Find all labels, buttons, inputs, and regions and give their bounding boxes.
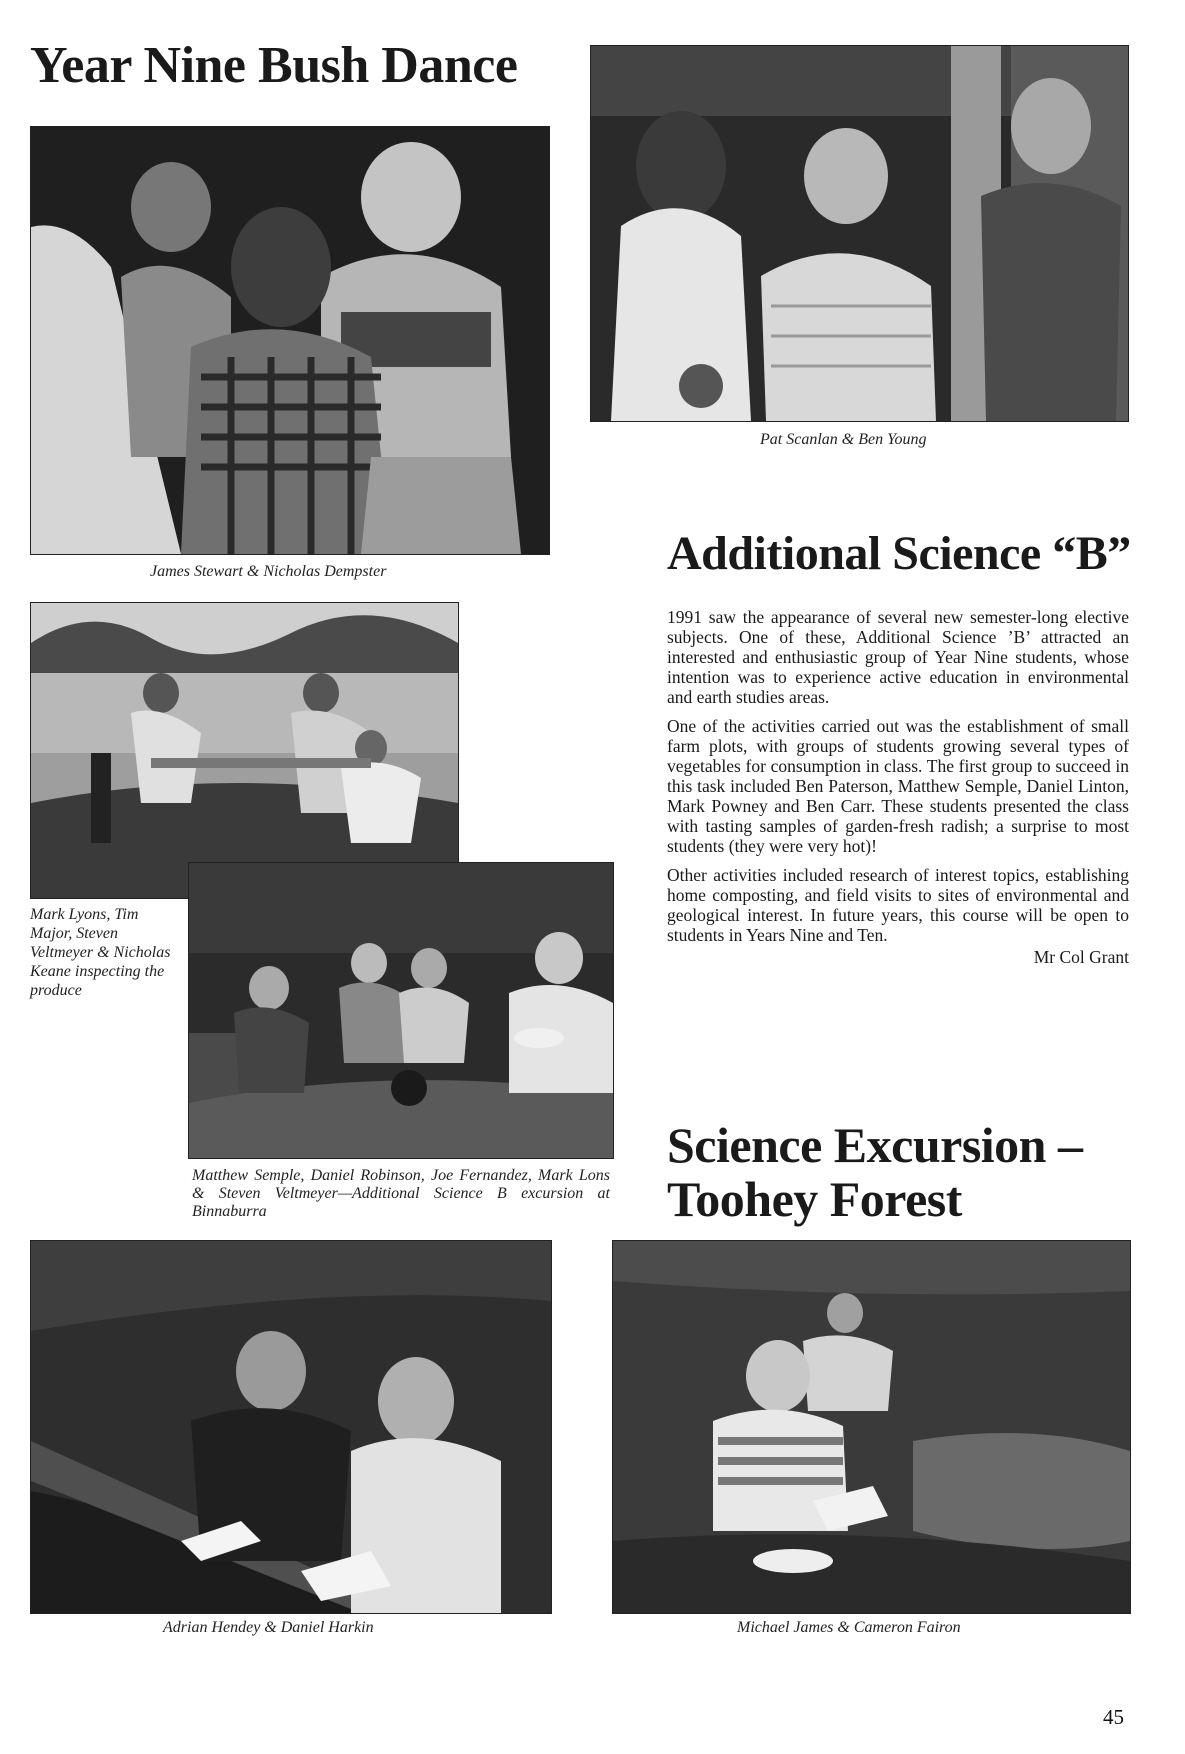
caption-matthew-semple: Matthew Semple, Daniel Robinson, Joe Fernandez, Mark Lons & Steven Veltmeyer—Additional Science B excursion at Binnaburra (192, 1167, 610, 1220)
photo-michael-james-cameron-fairon (612, 1240, 1131, 1614)
photo-mark-lyons-produce (30, 602, 459, 899)
headline-excursion-line1: Science Excursion – (667, 1117, 1083, 1173)
article-paragraph-1: 1991 saw the appearance of several new semester-long elective subjects. One of these, Additional Science ’B’ attracted an interested and enthusiastic group of Year Nine students, whose intention was to experience active education in environmental and earth studies areas. (667, 607, 1129, 707)
photo-binnaburra-excursion (188, 862, 614, 1159)
article-author: Mr Col Grant (1033, 947, 1129, 967)
caption-mark-lyons: Mark Lyons, Tim Major, Steven Veltmeyer & Nicholas Keane inspecting the produce (30, 906, 171, 999)
article-paragraph-3: Other activities included research of interest topics, establishing home composting, and field visits to sites of environmental and geological interest. In future years, this course will be open to students in Years Nine and Ten. (667, 865, 1129, 945)
article-paragraph-2: One of the activities carried out was the establishment of small farm plots, with groups of students growing several types of vegetables for consumption in class. The first group to succeed in this task included Ben Paterson, Matthew Semple, Daniel Linton, Mark Powney and Ben Carr. These students presented the class with tasting samples of garden-fresh radish; a surprise to most students (they were very hot)! (667, 716, 1129, 856)
headline-science-excursion (667, 1118, 1082, 1226)
headline-bush-dance: Year Nine Bush Dance (30, 37, 518, 94)
caption-michael-cameron: Michael James & Cameron Fairon (737, 1619, 961, 1636)
photo-pat-scanlan-ben-young (590, 45, 1129, 422)
caption-james-nicholas: James Stewart & Nicholas Dempster (150, 563, 387, 580)
photo-adrian-hendey-daniel-harkin (30, 1240, 552, 1614)
caption-pat-ben: Pat Scanlan & Ben Young (760, 431, 927, 448)
headline-excursion-line2: Toohey Forest (667, 1171, 962, 1227)
page-number: 45 (1103, 1705, 1124, 1729)
caption-adrian-daniel: Adrian Hendey & Daniel Harkin (163, 1619, 374, 1636)
article-additional-science-body (667, 607, 1129, 967)
headline-additional-science-b: Additional Science “B” (667, 527, 1131, 580)
photo-james-stewart-nicholas-dempster (30, 126, 550, 555)
